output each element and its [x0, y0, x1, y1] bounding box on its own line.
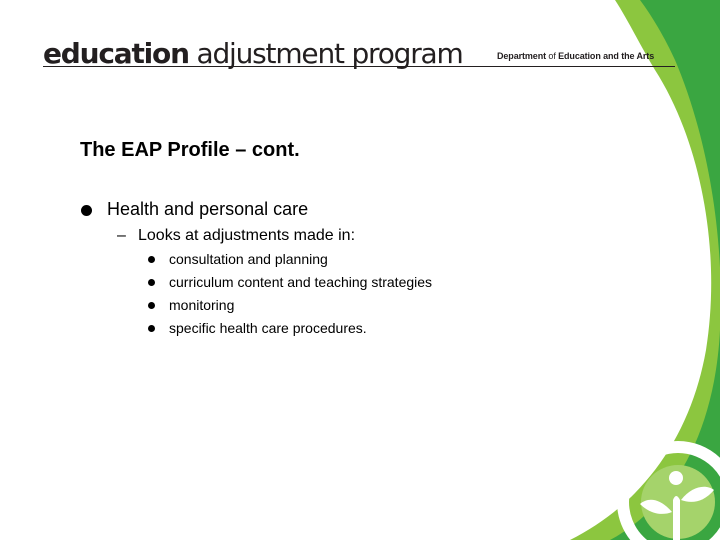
program-title-rest: adjustment program	[188, 37, 463, 70]
program-title	[43, 34, 463, 74]
header-divider	[43, 66, 675, 67]
program-title-bold: education	[43, 37, 189, 70]
bullet-dot-icon	[148, 302, 155, 309]
bullet-dot-icon	[148, 279, 155, 286]
bullet-dot-icon	[81, 205, 92, 216]
department-name: Department of Education and the Arts	[497, 51, 655, 61]
bullet-dot-icon	[148, 256, 155, 263]
bullet-dot-icon	[148, 325, 155, 332]
slide-title: The EAP Profile – cont.	[80, 139, 300, 161]
sub-bullet-text: Looks at adjustments made in:	[138, 227, 356, 244]
dash-bullet: –	[117, 227, 126, 244]
slide: education adjustment program Department of Education and the Arts The EAP Profile – cont. Health and personal care – Looks at adjustments made in: consultation and planning curriculum content and teaching strategies monitoring specific health care procedures.	[0, 0, 720, 540]
bullet-text: Health and personal care	[107, 199, 309, 219]
